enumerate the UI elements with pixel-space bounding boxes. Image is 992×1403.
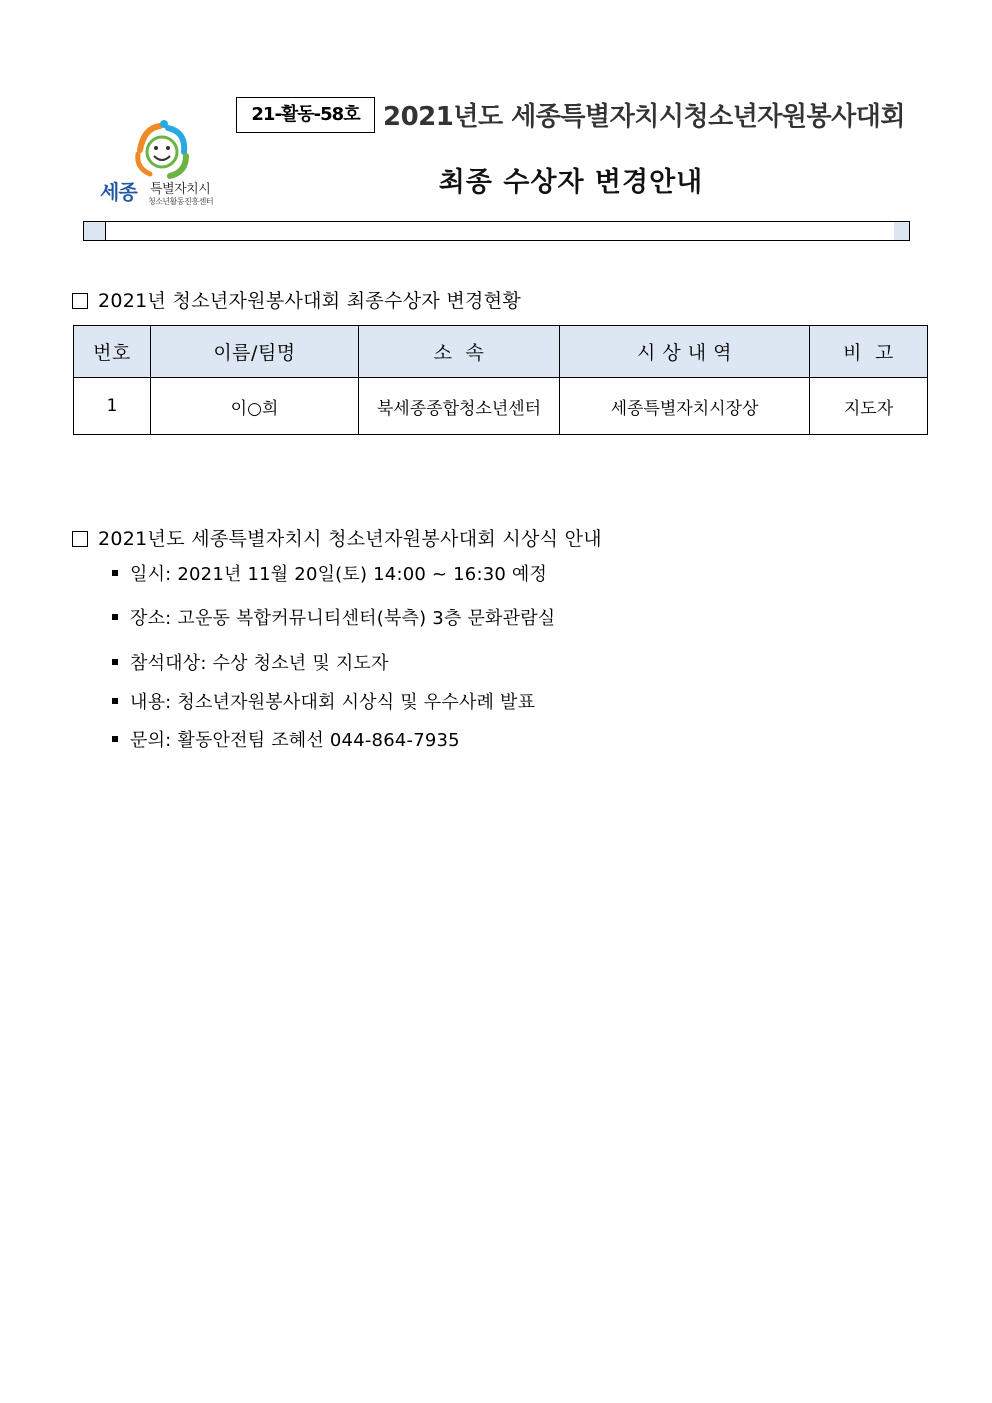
section2-heading-text: 2021년도 세종특별자치시 청소년자원봉사대회 시상식 안내 <box>98 528 602 550</box>
divider-left-cap <box>84 222 106 240</box>
section1-heading-text: 2021년 청소년자원봉사대회 최종수상자 변경현황 <box>98 290 521 312</box>
col-header-note: 비 고 <box>810 326 928 378</box>
list-item-contact: 문의: 활동안전팀 조혜선 044-864-7935 <box>110 726 555 752</box>
col-header-award: 시 상 내 역 <box>560 326 810 378</box>
col-header-affiliation: 소 속 <box>359 326 560 378</box>
cell-name: 이○희 <box>151 378 359 435</box>
award-change-table <box>73 325 928 435</box>
document-code-box: 21-활동-58호 <box>236 97 375 133</box>
cell-award: 세종특별자치시장상 <box>560 378 810 435</box>
cell-affiliation: 북세종종합청소년센터 <box>359 378 560 435</box>
col-header-number: 번호 <box>74 326 151 378</box>
ceremony-info-list <box>110 560 555 752</box>
table-header-row <box>74 326 928 378</box>
checkbox-icon <box>72 531 88 547</box>
list-item-location: 장소: 고운동 복합커뮤니티센터(북측) 3층 문화관람실 <box>110 604 555 630</box>
list-item-content: 내용: 청소년자원봉사대회 시상식 및 우수사례 발표 <box>110 688 555 714</box>
section1-heading <box>72 286 521 313</box>
logo-name-big: 세종 <box>100 180 137 204</box>
header-divider-bar <box>83 221 910 241</box>
document-title: 2021년도 세종특별자치시청소년자원봉사대회 <box>383 102 906 132</box>
logo-name-small: 청소년활동진흥센터 <box>148 197 214 206</box>
logo-name-mid: 특별자치시 <box>150 182 211 197</box>
cell-number: 1 <box>74 378 151 435</box>
list-item-date: 일시: 2021년 11월 20일(토) 14:00 ~ 16:30 예정 <box>110 560 555 586</box>
divider-right-cap <box>894 222 909 240</box>
checkbox-icon <box>72 293 88 309</box>
table-row <box>74 378 928 435</box>
document-subtitle: 최종 수상자 변경안내 <box>438 167 704 198</box>
section2-heading <box>72 524 602 551</box>
col-header-name: 이름/팀명 <box>151 326 359 378</box>
cell-note: 지도자 <box>810 378 928 435</box>
list-item-attendees: 참석대상: 수상 청소년 및 지도자 <box>110 649 555 675</box>
